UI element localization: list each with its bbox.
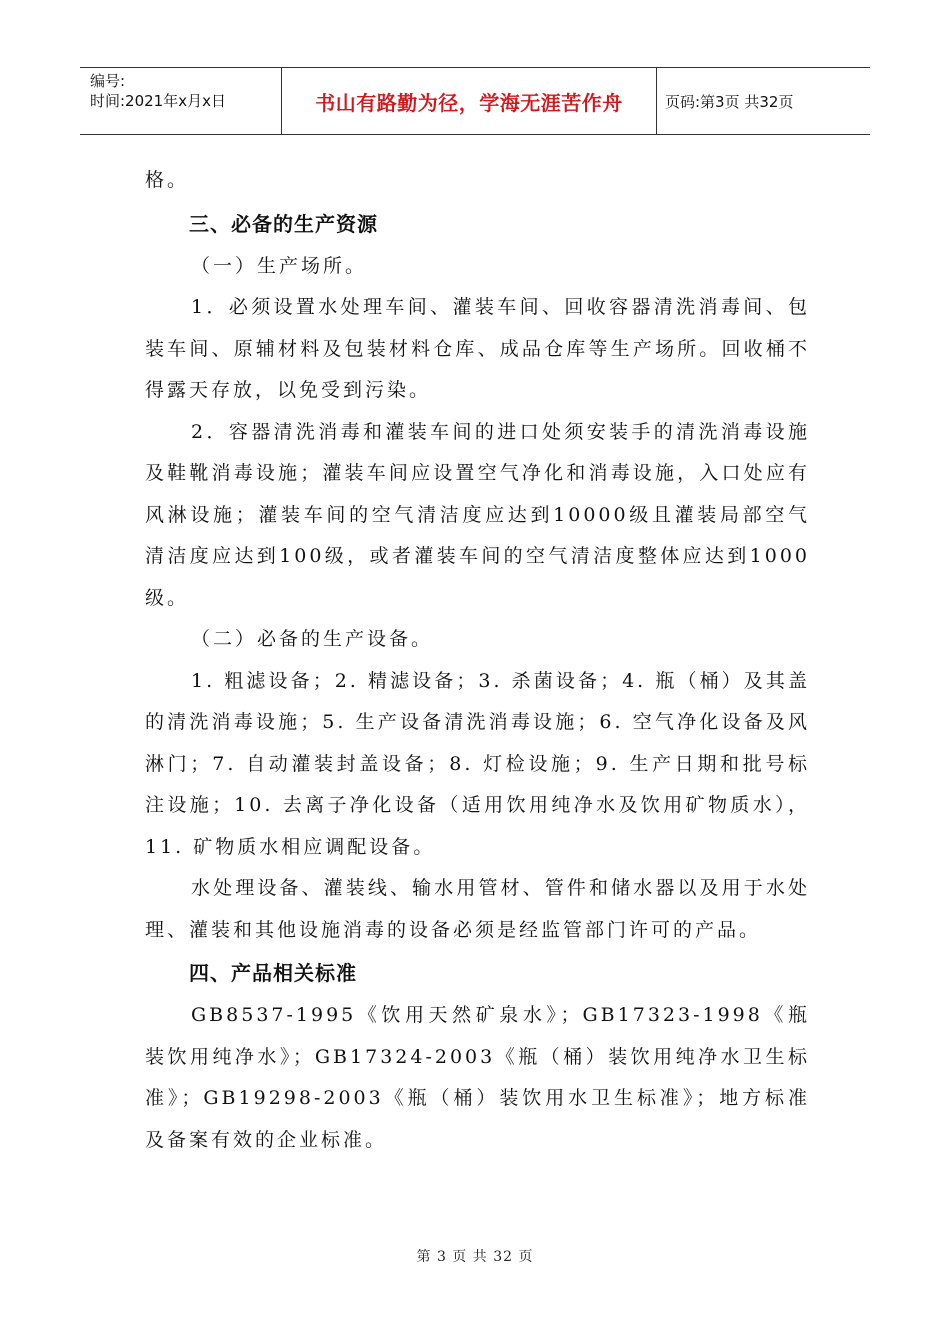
paragraph-disinfection: 2．容器清洗消毒和灌装车间的进口处须安装手的清洗消毒设施及鞋靴消毒设施；灌装车间应设置空气净化和消毒设施，入口处应有风淋设施；灌装车间的空气清洁度应达到10000级且灌装局部空气清洁度应达到100级，或者灌装车间的空气清洁度整体应达到1000级。 (145, 420, 810, 609)
section-heading-4: 四、产品相关标准 (189, 961, 357, 985)
document-body (145, 160, 810, 1161)
header-page-number: 页码:第3页 共32页 (665, 92, 794, 111)
subsection-heading-2: （二）必备的生产设备。 (191, 628, 434, 650)
paragraph-equipment-approval: 水处理设备、灌装线、输水用管材、管件和储水器以及用于水处理、灌装和其他设施消毒的设备必须是经监管部门许可的产品。 (145, 877, 810, 941)
document-number-label: 编号: (90, 72, 126, 90)
header-meta (80, 68, 281, 134)
paragraph-standards: GB8537-1995《饮用天然矿泉水》；GB17323-1998《瓶装饮用纯净水》；GB17324-2003《瓶（桶）装饮用纯净水卫生标准》；GB19298-2003《瓶（桶）装饮用水卫生标准》；地方标准及备案有效的企业标准。 (145, 1004, 810, 1151)
paragraph-continuation: 格。 (145, 169, 190, 191)
paragraph-production-site: 1．必须设置水处理车间、灌装车间、回收容器清洗消毒间、包装车间、原辅材料及包装材料仓库、成品仓库等生产场所。回收桶不得露天存放，以免受到污染。 (145, 296, 810, 401)
section-heading-3: 三、必备的生产资源 (189, 211, 378, 236)
paragraph-equipment-list: 1. 粗滤设备；2. 精滤设备；3. 杀菌设备；4. 瓶（桶）及其盖的清洗消毒设施；5. 生产设备清洗消毒设施；6. 空气净化设备及风淋门；7. 自动灌装封盖设备；8. 灯检设施；9. 生产日期和批号标注设施；10. 去离子净化设备（适用饮用纯净水及饮用矿物质水），11. 矿物质水相应调配设备。 (145, 669, 810, 858)
header-motto: 书山有路勤为径，学海无涯苦作舟 (281, 68, 657, 134)
page-footer: 第 3 页 共 32 页 (416, 1249, 534, 1265)
subsection-heading-1: （一）生产场所。 (191, 254, 368, 277)
page-header (80, 67, 870, 135)
document-date-label: 时间:2021年x月x日 (90, 92, 226, 110)
